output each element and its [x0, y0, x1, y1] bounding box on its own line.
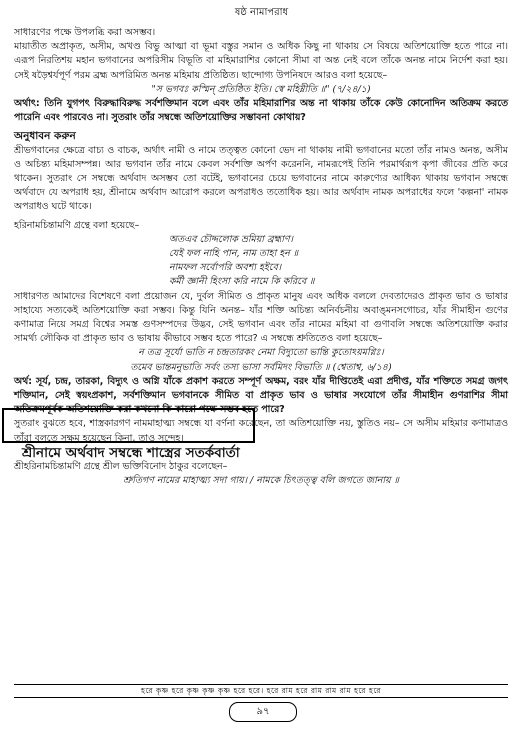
verse-line: যেই ফল নাহি পান, নাম তাহা হন ॥ [169, 248, 299, 260]
verse-line: অতএব চৌদ্দলোক ভ্রমিয়া ব্রহ্মাণ। [169, 233, 293, 245]
section-title: শ্রীনামে অর্থবাদ সম্বন্ধে শাস্ত্রের সতর্কবার্তা [22, 444, 240, 461]
footer-rule-top [14, 684, 508, 685]
meaning-paragraph: অর্থ: সূর্য, চন্দ্র, তারকা, বিদ্যুৎ ও অগ্নি যাঁকে প্রকাশ করতে সম্পূর্ণ অক্ষম, বরং যাঁর দীপ্তিতেই এরা প্রদীপ্ত, যাঁর শক্তিতে সমগ্র জগৎ শক্তিমান, সেই স্বয়ংপ্রকাশ, সর্বশক্তিমান ভগবানকে সীমিত বা প্রাকৃত ভাব ও ভাষার সংযোগে তাঁর সীমাহীন গুণরাশির সীমা অতিক্রমপূর্বক অতিশয়োক্তি করা কখনো কি কারো পক্ষে সম্ভব হতে পারে? [14, 375, 508, 416]
verse-line: ন তত্র সূর্যো ভাতি ন চন্দ্রতারকং নেমা বিদ্যুতো ভান্তি কুতোঽয়মগ্নিঃ। [138, 347, 384, 359]
verse-line: নামফল সর্বোপরি অবশ্য হইবে। [169, 262, 282, 274]
body-text [14, 26, 508, 489]
paragraph: শ্রীভগবানের ক্ষেত্রে বাচ্য ও বাচক, অর্থাৎ নামী ও নামে তত্ত্বত কোনো ভেদ না থাকায় নামী ভগবানের মতো তাঁর নামও অনন্ত, অসীম ও অচিন্ত্য মহিমাসম্পন্ন। আর ভগবান তাঁর নামে কেবল সর্বশক্তি অর্পণ করেননি, নামরূপেই তিনি পরমার্থরূপ কৃপা জীবের প্রতি করে থাকেন। সুতরাং সে সম্বন্ধে অর্থবাদ অসম্ভব তো বটেই, ভগবানের চেয়ে ভগবানের নামে কারুণ্যের আধিক্য থাকায় ভগবান সম্বন্ধে অর্থবাদে যে অপরাধ হয়, শ্রীনামে অর্থবাদ আরোপ করলে অপরাধও ততোধিক হয়। আর অর্থবাদ নামক অপরাধের ফলে 'কল্পনা' নামক অপরাধও ঘটে থাকে। [14, 144, 508, 213]
verse-line: তমেব ভান্তমনুভাতি সর্বং তস্য ভাসা সর্বমিদং বিভাতি ॥ (শ্বেতাশ্ব, ৬/১৪) [130, 361, 392, 373]
paragraph: সাধারণত আমাদের বিশেষণে বলা প্রয়োজন যে, দুর্বল সীমিত ও প্রাকৃত মানুষ এবং অধিক বললে দেবতাদেরও প্রাকৃত ভাব ও ভাষার সাহায্যে সত্যকেই অতিশয়োক্তি করা সম্ভব। কিন্তু যিনি অনন্ত– যাঁর শক্তি অচিন্ত্য অনির্বচনীয় অবাঙ্‌মনসগোচর, যাঁর সীমাহীন গুণের কণামাত্র নিয়ে সমগ্র বিশ্বের সমস্ত গুণসম্পদের উদ্ভব, সেই ভগবান এবং তাঁর নামের মহিমা বা গুণাবলি সম্বন্ধে অতিশয়োক্তি করার সামর্থ্য লৌকিক বা প্রাকৃত ভাব ও ভাষায় কীভাবে সম্ভব হতে পারে? এ সম্বন্ধে শ্রুতিতেও বলা হয়েছে– [14, 290, 508, 345]
paragraph: হরিনামচিন্তামণি গ্রন্থে বলা হয়েছে– [14, 219, 140, 231]
running-head: ষষ্ঠ নামাপরাধ [234, 7, 289, 18]
page-number: ৯৭ [229, 702, 297, 722]
verse-line: কর্মী জ্ঞানী হিংসা করি নামে কি করিবে ॥ [169, 276, 315, 288]
closing-quote: শ্রুতিগণ নামের মাহাত্ম্য সদা গায়। / নামকে চিৎতত্ত্ব বলি জগতে জানায় ॥ [123, 475, 399, 487]
meaning-paragraph: অর্থাৎ: তিনি যুগপৎ বিরুদ্ধাবিরুদ্ধ সর্বশক্তিমান বলে এবং তাঁর মহিমারাশির অন্ত না থাকায় তাঁকে কেউ কোনোদিন অতিক্রম করতে পারেনি এবং পারবেও না। সুতরাং তাঁর সম্বন্ধে অতিশয়োক্তির সম্ভাবনা কোথায়? [14, 98, 508, 124]
shruti-verse [14, 346, 508, 374]
upanishad-quote: "স ভগবঃ কস্মিন্‌ প্রতিষ্ঠিত ইতি। স্বে মহিম্নীতি ॥" (৭/২৪/১) [151, 83, 371, 95]
paragraph: শ্রীহরিনামচিন্তামণি গ্রন্থে শ্রীল ভক্তিবিনোদ ঠাকুর বলেছেন– [14, 461, 228, 473]
verse-block [14, 233, 508, 290]
subheading: অনুধাবন করুন [14, 130, 76, 143]
footer-rule-bottom [14, 697, 508, 698]
paragraph: সুতরাং বুঝতে হবে, শাস্ত্রকারগণ নামমাহাত্ম্য সম্বন্ধে যা বর্ণনা করেছেন, তা অতিশয়োক্তি নয়, স্তুতিও নয়– সে অসীম মহিমার কণামাত্রও তাঁরা বলতে সক্ষম হয়েছেন কিনা, তাও সন্দেহ। [14, 418, 508, 444]
paragraph: মায়াতীত অপ্রাকৃত, অসীম, অখণ্ড বিভু আত্মা বা ভূমা বস্তুর সমান ও অধিক কিছু না থাকায় সে বিষয়ে অতিশয়োক্তি হতে পারে না। এরূপ নিরতিশয় মহান ভগবানের অপরিসীম বিভূতি বা মহিমারাশির কোনো সীমা বা অন্ত নেই বলে তাঁকে অনন্ত নামে নির্দেশ করা হয়। সেই ষড়ৈশ্বর্যপূর্ণ পরম ব্রহ্ম অপরিমিত অনন্ত মহিমায় প্রতিষ্ঠিত। ছান্দোগ্য উপনিষদে আরও বলা হয়েছে– [14, 41, 508, 81]
footer-chant: হরে কৃষ্ণ হরে কৃষ্ণ কৃষ্ণ কৃষ্ণ হরে হরে। হরে রাম হরে রাম রাম রাম হরে হরে [141, 686, 381, 695]
paragraph: সাধারণের পক্ষে উপলব্ধি করা অসম্ভব। [14, 27, 156, 38]
